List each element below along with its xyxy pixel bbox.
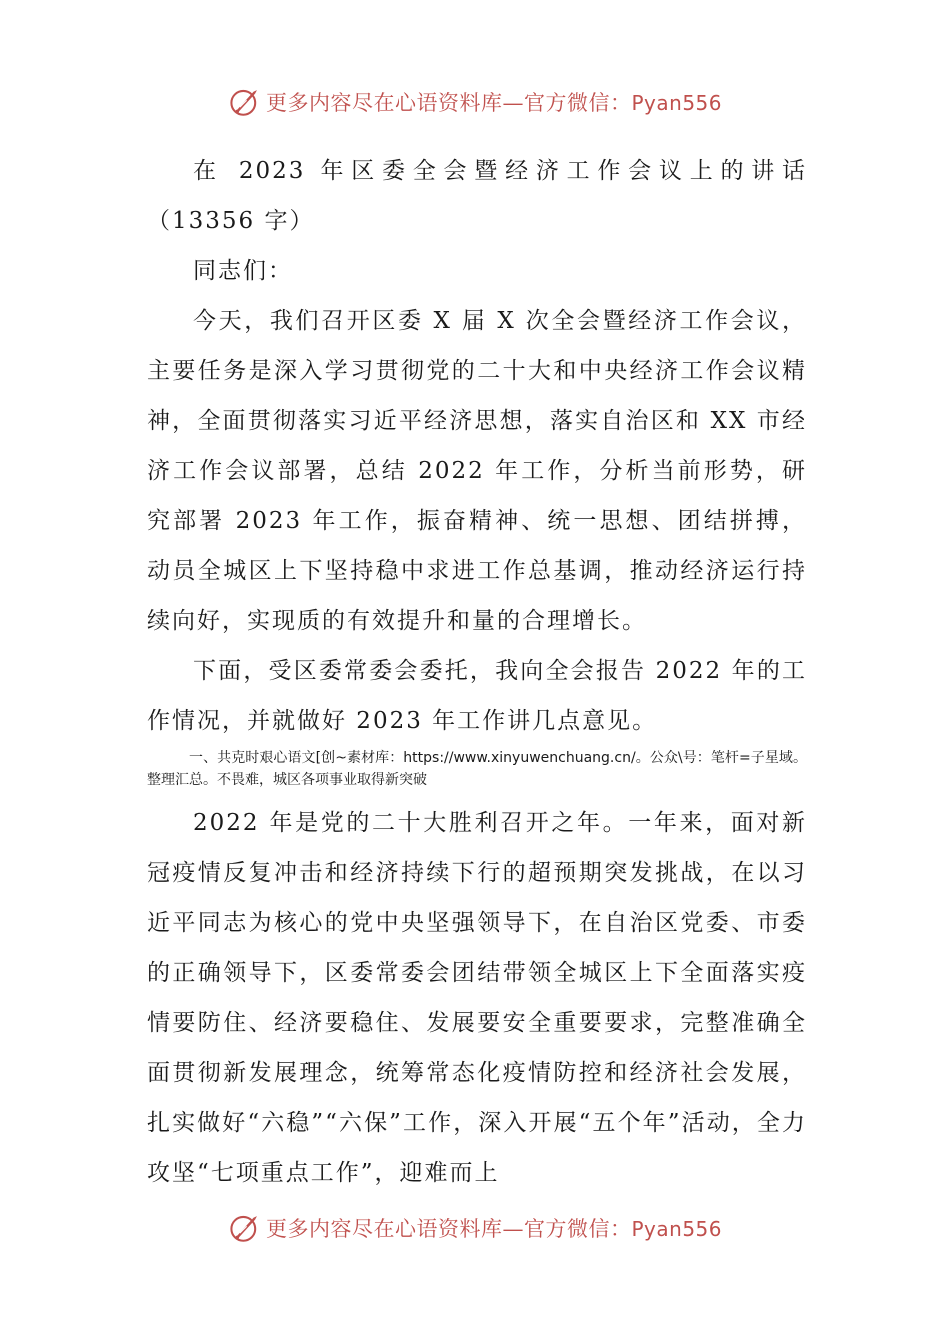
banner-text: 更多内容尽在心语资料库—官方微信：Pyan556 bbox=[265, 91, 722, 115]
document-body bbox=[147, 146, 807, 1198]
footer-banner bbox=[0, 1208, 950, 1248]
header-banner bbox=[0, 82, 950, 122]
wechat-id: Pyan556 bbox=[631, 91, 722, 115]
paragraph-1: 今天，我们召开区委 X 届 X 次全会暨经济工作会议，主要任务是深入学习贯彻党的二十大和中央经济工作会议精神，全面贯彻落实习近平经济思想，落实自治区和 XX 市经济工作会议部署，总结 2022 年工作，分析当前形势，研究部署 2023 年工作，振奋精神、统一思想、团结拼搏，动员全城区上下坚持稳中求进工作总基调，推动经济运行持续向好，实现质的有效提升和量的合理增长。 bbox=[147, 308, 807, 634]
paragraph-2: 下面，受区委常委会委托，我向全会报告 2022 年的工作情况，并就做好 2023 年工作讲几点意见。 bbox=[147, 658, 807, 734]
salutation: 同志们： bbox=[193, 258, 293, 284]
quill-logo-icon bbox=[228, 85, 262, 119]
banner-text: 更多内容尽在心语资料库—官方微信：Pyan556 bbox=[265, 1217, 722, 1241]
paragraph-3: 2022 年是党的二十大胜利召开之年。一年来，面对新冠疫情反复冲击和经济持续下行的超预期突发挑战，在以习近平同志为核心的党中央坚强领导下，在自治区党委、市委的正确领导下，区委常委会团结带领全城区上下全面落实疫情要防住、经济要稳住、发展要安全重要要求，完整准确全面贯彻新发展理念，统筹常态化疫情防控和经济社会发展，扎实做好“六稳”“六保”工作，深入开展“五个年”活动，全力攻坚“七项重点工作”，迎难而上 bbox=[147, 810, 807, 1186]
wechat-id: Pyan556 bbox=[631, 1217, 722, 1241]
quill-logo-icon bbox=[228, 1211, 262, 1245]
section-heading: 一、共克时艰心语文[创~素材库：https://www.xinyuwenchuang.cn/。公众\号：笔杆=子星域。整理汇总。不畏难，城区各项事业取得新突破 bbox=[147, 750, 807, 788]
document-title: 在 2023 年区委全会暨经济工作会议上的讲话（13356 字） bbox=[147, 158, 807, 234]
